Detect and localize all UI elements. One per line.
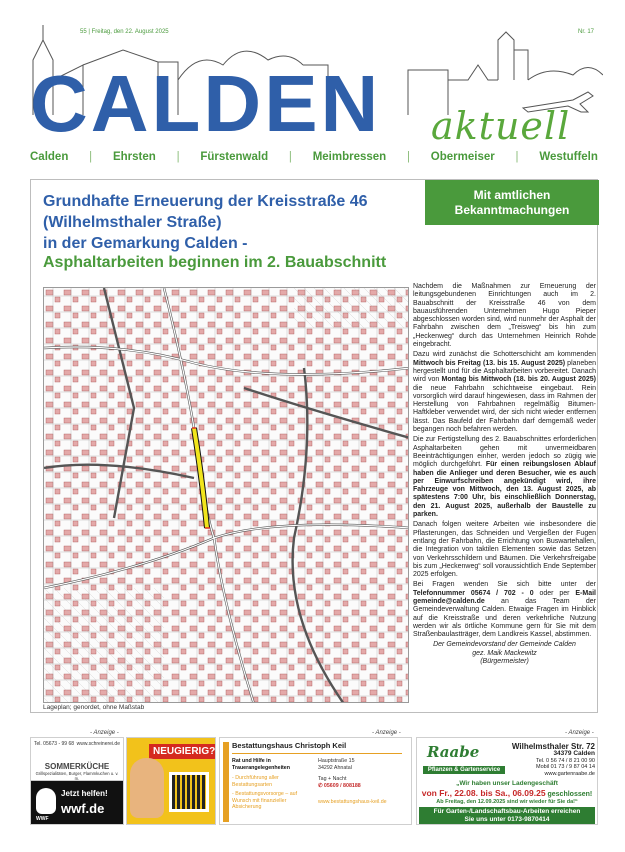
accent-bar — [223, 742, 229, 822]
text-run-bold: Für einen reibungslosen Ablauf haben die Anlieger und deren Besucher, wie es auch per Einwurfschreiben angekündigt wird, ihre Fahrzeuge von Mittwoch, den 13. August 2025, ab spätestens 7:00 Uhr, bis einschließlich Donnerstag, den 21. August 2025, außerhalb der Baustelle zu parken. — [413, 461, 596, 519]
paragraph — [413, 436, 596, 519]
district-list — [30, 151, 598, 163]
text-run: die neue Fahrbahn schichtweise eingebaut. Rein vorsorglich wird darauf hingewiesen, dass im Rahmen der Herstellung von Fahrbahnen regelmäßig Bitumen-Haftkleber verwendet wird, der sich nicht wieder entfernen lässt. Das Baufeld der Fahrbahn darf demgemäß weder begangen noch befahren werden. — [413, 384, 596, 434]
sommerkueche-ad[interactable] — [31, 738, 123, 781]
address-line: 34292 Ahnatal — [318, 764, 352, 771]
district-item[interactable]: Meimbressen — [312, 151, 387, 163]
district-item[interactable]: Fürstenwald — [200, 151, 269, 163]
paragraph: Nachdem die Maßnahmen zur Erneuerung der leitungsgebundenen Einrichtungen auch im 2. Bauabschnitt der Kreisstraße 46 von dem bauausführenden Unternehmen Hugo Pieper abgeschlossen worden sind, wird nunmehr der Asphalt der Fahrbahn zwischen dem „Treisweg“ bis hin zum „Heckenweg“ durch das Unternehmen Heinrich Rohde eingebracht. — [413, 283, 596, 349]
divider: | — [176, 151, 180, 163]
site-plan-drawing — [44, 288, 409, 703]
website-link[interactable]: www.gartenraabe.de — [544, 770, 595, 777]
text-run: Bei Fragen wenden Sie sich bitte unter der — [413, 581, 596, 589]
raabe-subtitle: Pflanzen & Gartenservice — [423, 766, 505, 774]
panda-icon — [36, 788, 56, 814]
headline-line: Grundhafte Erneuerung der Kreisstraße 46 — [43, 193, 368, 210]
phone[interactable]: Tel. 0 56 74 / 8 21 00 90 — [535, 757, 595, 764]
footer-line: Für Garten-/Landschaftsbau-Arbeiten erreichen — [433, 808, 581, 815]
map-caption: Lageplan; genordet, ohne Maßstab — [43, 704, 145, 711]
address-line: Hauptstraße 15 — [318, 758, 355, 764]
dates-green: geschlossen! — [545, 791, 593, 798]
ad-sommerkueche-wwf[interactable] — [30, 737, 124, 825]
official-notice-badge — [425, 180, 599, 225]
newspaper-title: CALDEN — [30, 59, 382, 148]
ad-services — [232, 758, 314, 811]
ad-label: - Anzeige - — [565, 730, 594, 736]
service-item: - Durchführung aller Bestattungsarten — [232, 775, 279, 788]
signature-line: (Bürgermeister) — [480, 658, 529, 666]
raabe-logo-block — [419, 740, 509, 778]
text-run-bold: Montag bis Mittwoch (18. bis 20. August 2025) — [441, 376, 596, 384]
paragraph — [413, 581, 596, 639]
raabe-logo: Raabe — [427, 743, 480, 761]
phone-number[interactable]: ✆ 05609 / 808188 — [318, 782, 361, 789]
text-run: Die zur Fertigstellung des 2. Bauabschnittes erforderlichen Asphaltarbeiten gehen mit unvermeidbaren Beeinträchtigungen einher, werden jedoch so zügig wie möglich durchgeführt. — [413, 436, 596, 469]
closure-dates — [419, 788, 595, 798]
district-item[interactable]: Westuffeln — [539, 151, 598, 163]
street: Wilhelmsthaler Str. 72 — [511, 742, 595, 751]
site-plan-map — [43, 287, 409, 703]
ad-title: Bestattungshaus Christoph Keil — [232, 741, 402, 754]
signature-block — [413, 641, 596, 666]
main-article — [30, 179, 598, 713]
text-run-bold: Mittwoch bis Freitag (13. bis 15. August 2025) — [413, 359, 566, 367]
hours: Tag + Nacht — [318, 776, 347, 782]
divider: | — [515, 151, 519, 163]
masthead — [0, 0, 625, 170]
divider: | — [407, 151, 410, 163]
text-run: Dazu wird zunächst die Schotterschicht am kommenden — [413, 351, 596, 359]
mobile[interactable]: Mobil 01 73 / 9 87 04 14 — [535, 764, 595, 770]
ad-phone: Tel. 05673 - 99 68 — [34, 741, 75, 747]
text-run: an das Team der Gemeindeverwaltung Calden. Etwaige Fragen im Hinblick auf die Kreisstraße und deren verkehrliche Nutzung werden wir als örtliche Kommune gern für Sie mit dem Straßenbaulastträger, dem Landkreis Kassel, abstimmen. — [413, 597, 596, 639]
closure-notice: „Wir haben unser Ladengeschäft — [456, 780, 558, 787]
wwf-website: wwf.de — [61, 801, 105, 816]
ad-lead: Rat und Hilfe in Trauerangelegenheiten — [232, 758, 290, 771]
wwf-cta: Jetzt helfen! — [61, 789, 108, 798]
email-link[interactable]: E-Mail gemeinde@calden.de — [413, 589, 596, 605]
article-subheadline: Asphaltarbeiten beginnen im 2. Bauabschnitt — [43, 254, 387, 271]
district-item[interactable]: Ehrsten — [112, 151, 156, 163]
qr-code-icon[interactable] — [169, 772, 209, 812]
paragraph: Danach folgen weitere Arbeiten wie insbesondere die Pflasterungen, das Schneiden und Vergießen der Fugen entlang der Fahrbahn, die Errichtung von Buswartehallen, die Integration von taktilen Elementen sowie das Setzen von Verkehrsschildern und Bäumen. Die Verkehrsfreigabe bis zum „Heckenweg“ soll voraussichtlich Ende September 2025 erfolgen. — [413, 521, 596, 579]
signature-line: gez. Maik Mackewitz — [472, 649, 537, 657]
reopen-notice: Ab Freitag, den 12.09.2025 sind wir wieder für Sie da!“ — [436, 799, 578, 805]
ad-raabe-garten[interactable] — [416, 737, 598, 825]
text-run: oder per — [533, 589, 576, 597]
footer-line: Sie uns unter 0173-9870414 — [464, 816, 550, 823]
sommerkueche-logo: SOMMERKÜCHE — [44, 762, 110, 771]
ad-label: - Anzeige - — [372, 730, 401, 736]
text-run: planeben hergestellt und für die Asphaltarbeiten vorbereitet. Danach wird von — [413, 359, 596, 384]
ad-website: www.schreinerei.de — [76, 741, 120, 747]
dates-red: von Fr., 22.08. bis Sa., 06.09.25 — [421, 788, 546, 798]
badge-line: Bekanntmachungen — [454, 203, 570, 217]
wwf-logo-text: WWF — [36, 816, 49, 822]
ad-tagline: Grillspezialitäten, Burger, Flammkuchen u. v. m. — [35, 771, 119, 781]
district-item[interactable]: Calden — [30, 151, 69, 163]
issue-date-line: 55 | Freitag, den 22. August 2025 — [80, 29, 169, 35]
ad-neugierig[interactable] — [126, 737, 216, 825]
neugierig-headline: NEUGIERIG? — [149, 744, 216, 759]
wwf-ad[interactable] — [31, 781, 123, 825]
article-headline — [43, 191, 413, 254]
ad-label: - Anzeige - — [90, 730, 119, 736]
ad-contact — [318, 758, 408, 806]
paragraph — [413, 351, 596, 434]
headline-line: in der Gemarkung Calden - — [43, 235, 248, 252]
divider: | — [89, 151, 93, 163]
newspaper-subtitle: aktuell — [431, 104, 571, 148]
person-photo — [130, 758, 164, 818]
service-item: - Bestattungsvorsorge – auf Wunsch mit finanzieller Absicherung — [232, 791, 298, 810]
raabe-address — [511, 742, 595, 777]
headline-line: (Wilhelmsthaler Straße) — [43, 214, 222, 231]
article-body — [413, 283, 596, 666]
divider: | — [288, 151, 292, 163]
district-item[interactable]: Obermeiser — [430, 151, 495, 163]
issue-number: Nr. 17 — [578, 29, 595, 35]
phone-link[interactable]: Telefonnummer 05674 / 702 - 0 — [413, 589, 534, 597]
signature-line: Der Gemeindevorstand der Gemeinde Calden — [433, 641, 576, 649]
badge-line: Mit amtlichen — [473, 188, 551, 202]
raabe-footer — [419, 807, 595, 824]
ad-bestattungshaus-keil[interactable] — [219, 737, 412, 825]
website-link[interactable]: www.bestattungshaus-keil.de — [318, 799, 387, 805]
city: 34379 Calden — [553, 750, 595, 757]
